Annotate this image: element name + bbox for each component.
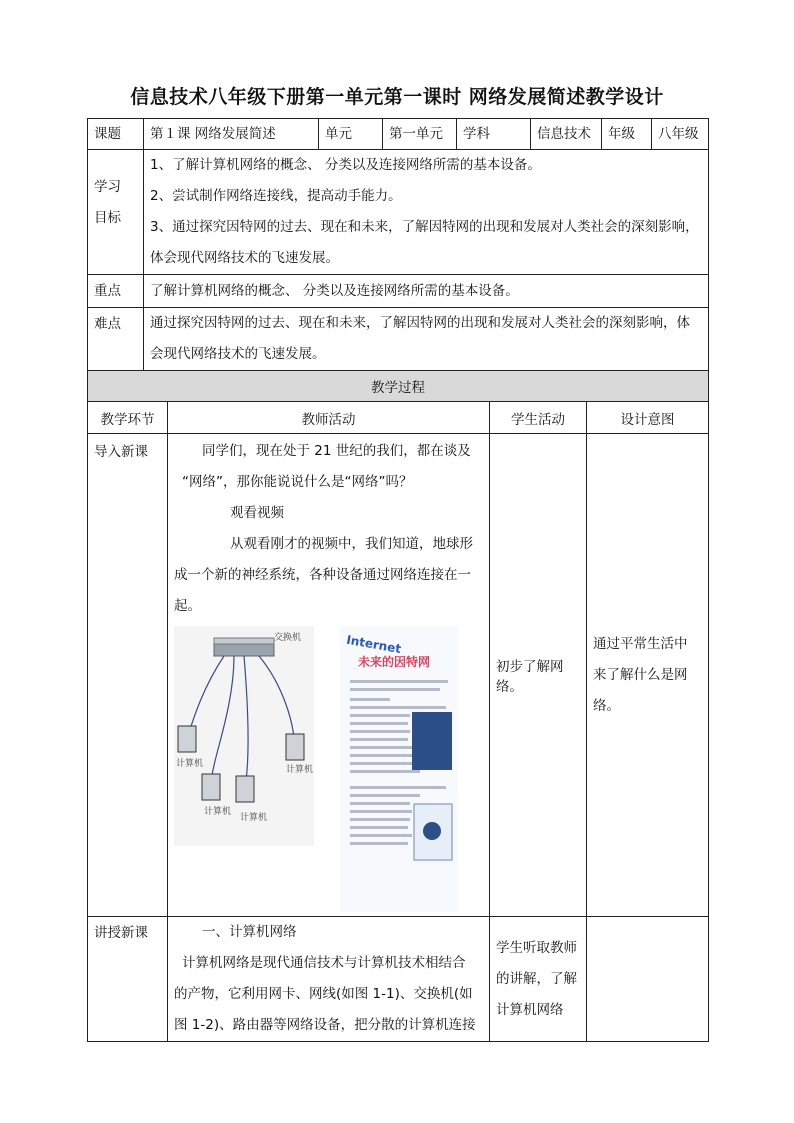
intent-line: 来了解什么是网 [593,666,688,683]
intent-line: 络。 [593,697,620,714]
process-banner: 教学过程 [88,371,709,402]
header-student: 学生活动 [490,402,587,434]
intro-line: 起。 [174,598,201,614]
lecture-line: 计算机网络是现代通信技术与计算机技术相结合 [182,955,466,971]
keypoint-value: 了解计算机网络的概念、 分类以及连接网络所需的基本设备。 [144,275,709,308]
page-title: 信息技术八年级下册第一单元第一课时 网络发展简述教学设计 [130,86,664,108]
computer-label: 计算机 [286,765,314,775]
intro-student-activity: 初步了解网络。 [490,434,587,917]
objectives-label-line-1: 学习 [94,179,121,195]
objectives-content [144,150,709,275]
objective-item: 2、尝试制作网络连接线，提高动手能力。 [150,188,402,204]
difficulty-line: 通过探究因特网的过去、现在和未来，了解因特网的出现和发展对人类社会的深刻影响，体 [150,315,690,331]
objectives-label [88,150,144,275]
subject-label: 学科 [457,119,531,150]
computer-label: 计算机 [240,813,268,823]
lecture-stage: 讲授新课 [88,917,168,1042]
lecture-teacher-activity [168,917,490,1042]
objective-item: 体会现代网络技术的飞速发展。 [150,250,339,266]
lecture-student-line: 的讲解，了解 [496,971,577,987]
unit-label: 单元 [319,119,383,150]
grade-label: 年级 [602,119,652,150]
grade-value: 八年级 [652,119,709,150]
subject-value: 信息技术 [531,119,602,150]
intro-line: 从观看刚才的视频中，我们知道，地球形 [230,536,473,552]
poster-heading-en: Internet [345,632,403,657]
lecture-student-line: 计算机网络 [496,1002,564,1018]
header-stage: 教学环节 [88,402,168,434]
intro-line: 同学们，现在处于 21 世纪的我们，都在谈及 [202,443,471,459]
computer-label: 计算机 [204,807,232,817]
poster-heading-cn: 未来的因特网 [358,655,431,669]
intro-stage: 导入新课 [88,434,168,917]
header-intent: 设计意图 [587,402,709,434]
intro-line: 观看视频 [230,505,284,521]
intro-teacher-activity [168,434,490,917]
keypoint-label: 重点 [88,275,144,308]
lecture-student-activity [490,917,587,1042]
topic-value: 第１课 网络发展简述 [144,119,319,150]
header-teacher: 教师活动 [168,402,490,434]
lecture-design-intent [587,917,709,1042]
network-diagram-image [174,626,314,846]
lecture-student-line: 学生听取教师 [496,940,577,956]
teaching-process-table [87,370,709,1042]
lecture-line: 的产物，它利用网卡、网线(如图 1-1)、交换机(如 [174,986,473,1002]
difficulty-content [144,308,709,372]
computer-label: 计算机 [176,759,204,769]
difficulty-label: 难点 [88,308,144,372]
unit-value: 第一单元 [383,119,457,150]
lesson-info-table [87,118,709,372]
intro-line: 成一个新的神经系统，各种设备通过网络连接在一 [174,567,471,583]
world-map-icon [412,712,452,770]
objective-item: 3、通过探究因特网的过去、现在和未来，了解因特网的出现和发展对人类社会的深刻影响， [150,219,699,235]
future-internet-poster-image [340,626,458,912]
topic-label: 课题 [88,119,144,150]
intro-design-intent [587,434,709,917]
lecture-line: 图 1-2)、路由器等网络设备，把分散的计算机连接 [174,1017,476,1033]
intro-images [174,626,483,916]
intro-line: “网络”，那你能说说什么是“网络”吗？ [182,474,413,490]
lecture-line: 一、计算机网络 [202,924,297,940]
switch-label: 交换机 [274,633,302,643]
objective-item: 1、了解计算机网络的概念、 分类以及连接网络所需的基本设备。 [150,157,541,173]
difficulty-line: 会现代网络技术的飞速发展。 [150,346,326,362]
objectives-label-line-2: 目标 [94,210,121,226]
intent-line: 通过平常生活中 [593,635,688,652]
